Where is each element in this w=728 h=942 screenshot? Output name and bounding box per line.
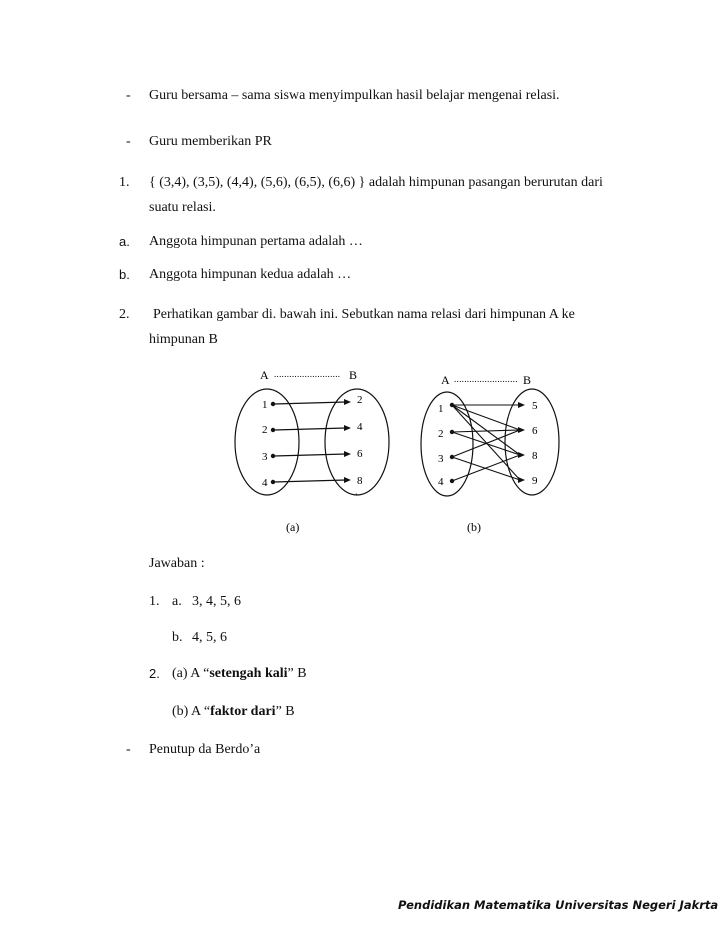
diagram-a-header-dots: .......................... bbox=[274, 369, 341, 379]
diagram-b-header-a: A bbox=[441, 373, 450, 387]
answer-1b-letter: b. bbox=[172, 630, 183, 645]
diagram-a bbox=[235, 368, 389, 534]
answer-2a: (a) A “setengah kali” B bbox=[172, 666, 307, 681]
arrowhead bbox=[344, 451, 351, 457]
diagram-a-right-3: 6 bbox=[357, 448, 363, 460]
diagram-a-header-a: A bbox=[260, 368, 269, 382]
set-a-ellipse bbox=[421, 392, 473, 496]
question-2-number: 2. bbox=[119, 307, 130, 322]
question-a-text: Anggota himpunan pertama adalah … bbox=[149, 234, 363, 249]
answer-1b-text: 4, 5, 6 bbox=[192, 630, 227, 645]
arrow-3-6 bbox=[452, 430, 520, 457]
diagram-a-arrows bbox=[274, 402, 346, 482]
diagram-b-right-8: 8 bbox=[532, 450, 538, 462]
arrow-3-6 bbox=[274, 454, 346, 456]
bullet-dash: - bbox=[126, 742, 131, 757]
answer-2b: (b) A “faktor dari” B bbox=[172, 704, 295, 719]
answer-1a-letter: a. bbox=[172, 594, 182, 609]
bullet-dash: - bbox=[126, 134, 131, 149]
diagram-a-right-4: 8 bbox=[357, 475, 363, 487]
question-b-text: Anggota himpunan kedua adalah … bbox=[149, 267, 352, 282]
question-1-text-cont: suatu relasi. bbox=[149, 200, 216, 215]
answer-2b-bold: faktor dari bbox=[210, 704, 276, 719]
arrowhead bbox=[344, 425, 351, 431]
answer-1-number: 1. bbox=[149, 594, 160, 609]
diagram-b-left-4: 4 bbox=[438, 476, 444, 488]
diagram-a-left-3: 3 bbox=[262, 451, 268, 463]
bullet-dash: - bbox=[126, 88, 131, 103]
diagram-b-caption: (b) bbox=[467, 520, 481, 534]
question-1-text: { (3,4), (3,5), (4,4), (5,6), (6,5), (6,6) } adalah himpunan pasangan berurutan dari bbox=[149, 175, 603, 190]
diagram-a-right-1: 2 bbox=[357, 394, 363, 406]
question-1-number: 1. bbox=[119, 175, 130, 190]
arrowhead bbox=[518, 452, 525, 458]
question-b-letter: b. bbox=[119, 267, 130, 282]
diagram-a-points bbox=[271, 399, 351, 484]
diagram-b bbox=[421, 373, 559, 534]
diagram-b-header-b: B bbox=[523, 373, 532, 387]
answers-title: Jawaban : bbox=[149, 556, 205, 571]
diagram-b-left-1: 1 bbox=[438, 403, 444, 415]
diagram-b-right-6: 6 bbox=[532, 425, 538, 437]
diagram-a-header-b: B bbox=[349, 368, 358, 382]
arrowhead bbox=[344, 477, 351, 483]
answer-1a-text: 3, 4, 5, 6 bbox=[192, 594, 241, 609]
answer-2-number: 2. bbox=[149, 666, 160, 681]
diagram-a-stray-mark: ` bbox=[355, 492, 358, 502]
diagram-b-left-2: 2 bbox=[438, 428, 444, 440]
homework-line: Guru memberikan PR bbox=[149, 134, 272, 149]
arrowhead bbox=[518, 477, 525, 483]
arrowhead bbox=[518, 402, 525, 408]
answer-2a-bold: setengah kali bbox=[209, 666, 288, 681]
arrow-2-4 bbox=[274, 428, 346, 430]
summary-line: Guru bersama – sama siswa menyimpulkan hasil belajar mengenai relasi. bbox=[149, 88, 560, 103]
diagram-b-right-9: 9 bbox=[532, 475, 538, 487]
diagram-a-left-2: 2 bbox=[262, 424, 268, 436]
diagram-a-left-1: 1 bbox=[262, 399, 268, 411]
arrow-1-6 bbox=[452, 405, 520, 430]
question-2-text: Perhatikan gambar di. bawah ini. Sebutkan nama relasi dari himpunan A ke bbox=[153, 307, 575, 322]
arrowhead bbox=[518, 427, 525, 433]
diagram-b-left-3: 3 bbox=[438, 453, 444, 465]
diagram-b-arrows bbox=[452, 405, 520, 481]
diagram-b-right-5: 5 bbox=[532, 400, 538, 412]
diagram-a-left-4: 4 bbox=[262, 477, 268, 489]
diagram-a-right-2: 4 bbox=[357, 421, 363, 433]
closing-line: Penutup da Berdo’a bbox=[149, 742, 261, 757]
arrowhead bbox=[344, 399, 351, 405]
question-2-text-cont: himpunan B bbox=[149, 332, 218, 347]
diagram-b-header-dots: ......................... bbox=[454, 374, 518, 384]
page-footer: Pendidikan Matematika Universitas Negeri Jakrta bbox=[398, 898, 719, 912]
question-a-letter: a. bbox=[119, 234, 130, 249]
diagram-a-caption: (a) bbox=[286, 520, 300, 534]
